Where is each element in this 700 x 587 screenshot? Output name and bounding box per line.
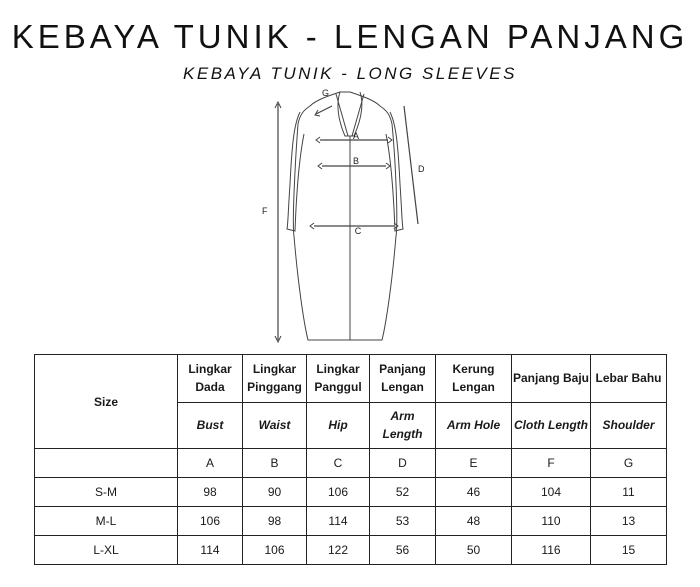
page-subtitle: KEBAYA TUNIK - LONG SLEEVES — [183, 64, 517, 83]
garment-outline — [293, 92, 396, 340]
value-cell: 15 — [591, 536, 667, 565]
value-cell: 56 — [370, 536, 436, 565]
value-cell: 116 — [512, 536, 591, 565]
header-bust-en: Bust — [178, 403, 243, 449]
value-cell: 13 — [591, 507, 667, 536]
label-f: F — [262, 206, 268, 216]
code-cell: E — [436, 449, 512, 478]
table-row — [35, 536, 667, 565]
value-cell: 106 — [243, 536, 307, 565]
value-cell: 98 — [178, 478, 243, 507]
value-cell: 106 — [178, 507, 243, 536]
value-cell: 90 — [243, 478, 307, 507]
right-sleeve — [386, 112, 403, 231]
header-armhole-id: Kerung Lengan — [436, 355, 512, 403]
value-cell: 104 — [512, 478, 591, 507]
code-row — [35, 449, 667, 478]
size-cell: L-XL — [35, 536, 178, 565]
value-cell: 98 — [243, 507, 307, 536]
value-cell: 114 — [307, 507, 370, 536]
left-sleeve — [287, 112, 304, 231]
size-chart-table — [34, 354, 667, 565]
code-cell: F — [512, 449, 591, 478]
header-waist-id: Lingkar Pinggang — [243, 355, 307, 403]
label-b: B — [352, 156, 360, 166]
value-cell: 122 — [307, 536, 370, 565]
code-empty-cell — [35, 449, 178, 478]
value-cell: 50 — [436, 536, 512, 565]
code-cell: C — [307, 449, 370, 478]
code-cell: G — [591, 449, 667, 478]
value-cell: 53 — [370, 507, 436, 536]
code-cell: A — [178, 449, 243, 478]
label-d: D — [418, 164, 425, 174]
table-row — [35, 478, 667, 507]
value-cell: 46 — [436, 478, 512, 507]
header-hip-id: Lingkar Panggul — [307, 355, 370, 403]
measure-d-line — [404, 106, 418, 224]
table-row — [35, 507, 667, 536]
value-cell: 106 — [307, 478, 370, 507]
header-armhole-en: Arm Hole — [436, 403, 512, 449]
header-waist-en: Waist — [243, 403, 307, 449]
size-header: Size — [35, 355, 178, 449]
size-cell: S-M — [35, 478, 178, 507]
page-title: KEBAYA TUNIK - LENGAN PANJANG — [11, 18, 689, 55]
label-c: C — [354, 226, 362, 236]
header-arm-id: Panjang Lengan — [370, 355, 436, 403]
header-shoulder-en: Shoulder — [591, 403, 667, 449]
code-cell: D — [370, 449, 436, 478]
header-cloth-id: Panjang Baju — [512, 355, 591, 403]
label-g: G — [322, 88, 330, 98]
header-shoulder-id: Lebar Bahu — [591, 355, 667, 403]
code-cell: B — [243, 449, 307, 478]
value-cell: 11 — [591, 478, 667, 507]
value-cell: 52 — [370, 478, 436, 507]
value-cell: 114 — [178, 536, 243, 565]
label-a: A — [352, 131, 360, 141]
header-arm-en: Arm Length — [370, 403, 436, 449]
garment-diagram — [240, 84, 460, 346]
header-row-id — [35, 355, 667, 403]
header-bust-id: Lingkar Dada — [178, 355, 243, 403]
value-cell: 48 — [436, 507, 512, 536]
header-cloth-en: Cloth Length — [512, 403, 591, 449]
header-hip-en: Hip — [307, 403, 370, 449]
value-cell: 110 — [512, 507, 591, 536]
measure-g-line — [316, 106, 332, 114]
size-cell: M-L — [35, 507, 178, 536]
